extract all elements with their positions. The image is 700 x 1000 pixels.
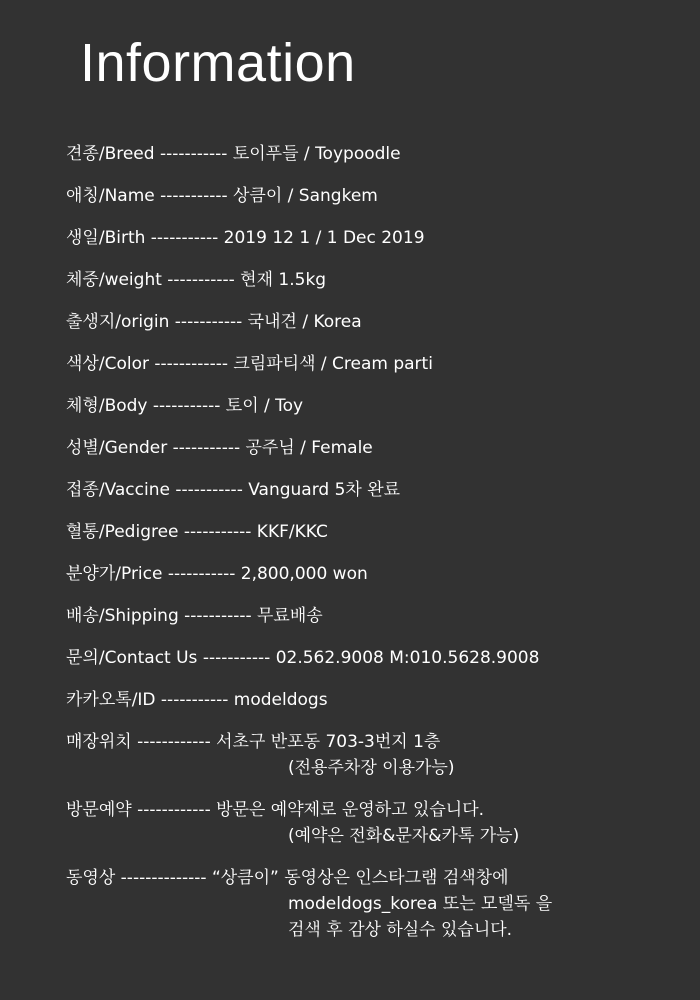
- color-row: 색상/Color ------------ 크림파티색 / Cream parti: [66, 354, 433, 374]
- page-title: Information: [80, 33, 356, 93]
- vaccine-row: 접종/Vaccine ----------- Vanguard 5차 완료: [66, 480, 401, 500]
- video-line-3: 검색 후 감상 하실수 있습니다.: [288, 920, 513, 940]
- video-line-1: 동영상 -------------- “상큼이” 동영상은 인스타그램 검색창에: [66, 868, 509, 888]
- info-list: [66, 141, 696, 943]
- contact-row: 문의/Contact Us ----------- 02.562.9008 M:010.5628.9008: [66, 648, 540, 668]
- body-row: 체형/Body ----------- 토이 / Toy: [66, 396, 304, 416]
- birth-row: 생일/Birth ----------- 2019 12 1 / 1 Dec 2019: [66, 228, 425, 248]
- location-row: [66, 729, 696, 781]
- visit-line-2: (예약은 전화&문자&카톡 가능): [288, 826, 520, 846]
- kakao-id-row: 카카오톡/ID ----------- modeldogs: [66, 690, 328, 710]
- name-row: 애칭/Name ----------- 상큼이 / Sangkem: [66, 186, 378, 206]
- visit-row: [66, 797, 696, 849]
- video-row: [66, 865, 696, 943]
- pedigree-row: 혈통/Pedigree ----------- KKF/KKC: [66, 522, 328, 542]
- location-line-1: 매장위치 ------------ 서초구 반포동 703-3번지 1층: [66, 732, 441, 752]
- visit-line-1: 방문예약 ------------ 방문은 예약제로 운영하고 있습니다.: [66, 800, 485, 820]
- video-line-2: modeldogs_korea 또는 모델독 을: [288, 894, 553, 914]
- origin-row: 출생지/origin ----------- 국내견 / Korea: [66, 312, 362, 332]
- weight-row: 체중/weight ----------- 현재 1.5kg: [66, 270, 327, 290]
- gender-row: 성별/Gender ----------- 공주님 / Female: [66, 438, 373, 458]
- shipping-row: 배송/Shipping ----------- 무료배송: [66, 606, 323, 626]
- location-line-2: (전용주차장 이용가능): [288, 758, 455, 778]
- breed-row: 견종/Breed ----------- 토이푸들 / Toypoodle: [66, 144, 401, 164]
- price-row: 분양가/Price ----------- 2,800,000 won: [66, 564, 368, 584]
